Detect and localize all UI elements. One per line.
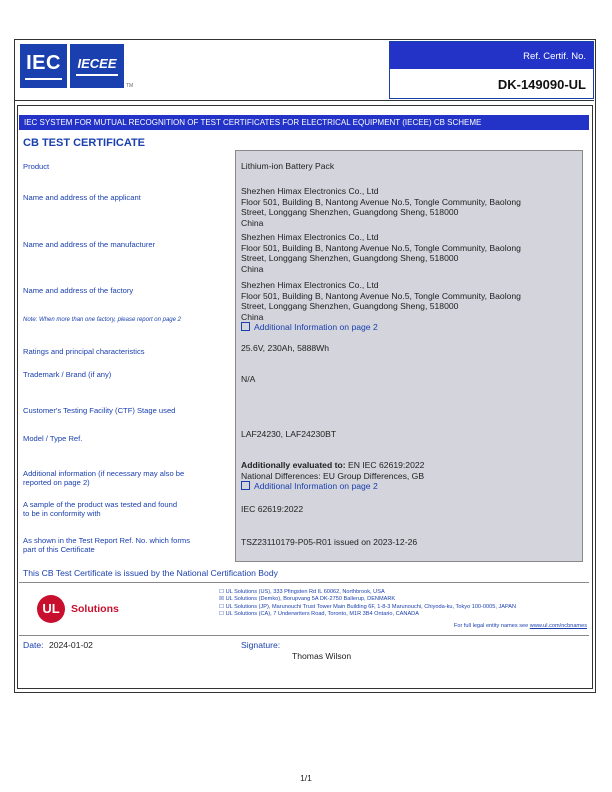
ncb-address-demko xyxy=(219,596,587,603)
label-ctf: Customer's Testing Facility (CTF) Stage used xyxy=(23,406,176,415)
ncb-address-demko-text: UL Solutions (Demko), Borupvang 5A DK-2750 Ballerup, DENMARK xyxy=(225,596,396,603)
additional-info-text: Additional Information on page 2 xyxy=(254,481,378,492)
page-number: 1/1 xyxy=(300,773,312,783)
unchecked-box-icon: ☐ xyxy=(219,589,225,595)
unchecked-box-icon: ☐ xyxy=(219,603,225,610)
label-trademark: Trademark / Brand (if any) xyxy=(23,370,112,379)
date-label: Date: xyxy=(23,640,44,650)
ul-logo-text: UL xyxy=(42,601,60,616)
national-differences: National Differences: EU Group Differences, GB xyxy=(241,470,425,481)
value-manufacturer xyxy=(241,232,579,274)
value-product: Lithium-ion Battery Pack xyxy=(241,161,335,171)
unchecked-box-icon: ☐ xyxy=(219,611,225,618)
label-model: Model / Type Ref. xyxy=(23,434,83,443)
label-sample-line2: to be in conformity with xyxy=(23,509,101,518)
checked-box-icon: ☒ xyxy=(219,596,225,603)
checkbox-icon xyxy=(241,481,250,490)
evaluated-value: EN IEC 62619:2022 xyxy=(345,460,425,470)
date-field xyxy=(23,640,93,650)
additional-info-link[interactable] xyxy=(241,481,579,492)
ref-label: Ref. Certif. No. xyxy=(523,51,586,62)
label-factory: Name and address of the factory xyxy=(23,286,134,295)
value-report: TSZ23110179-P05-R01 issued on 2023-12-26 xyxy=(241,537,418,547)
ncb-address-list xyxy=(219,589,587,619)
signature-label: Signature: xyxy=(241,640,281,650)
legal-names-note xyxy=(454,623,587,629)
label-factory-note: Note: When more than one factory, please report on page 2 xyxy=(23,317,181,323)
label-report-line2: part of this Certificate xyxy=(23,545,95,554)
label-report-line1: As shown in the Test Report Ref. No. which forms xyxy=(23,536,190,545)
issued-by-statement: This CB Test Certificate is issued by the National Certification Body xyxy=(23,568,278,578)
ref-number: DK-149090-UL xyxy=(497,77,586,92)
factory-address-line2: Street, Longgang Shenzhen, Guangdong Sheng, 518000 xyxy=(241,301,459,312)
ncb-address-ca xyxy=(219,611,587,618)
manufacturer-name: Shezhen Himax Electronics Co., Ltd xyxy=(241,232,379,242)
value-factory xyxy=(241,280,579,333)
label-applicant: Name and address of the applicant xyxy=(23,193,141,202)
legal-names-link[interactable]: www.ul.com/ncbnames xyxy=(529,623,587,629)
value-trademark: N/A xyxy=(241,374,256,384)
value-additional xyxy=(241,460,579,492)
checkbox-icon xyxy=(241,322,250,331)
label-ratings: Ratings and principal characteristics xyxy=(23,347,145,356)
ul-logo xyxy=(37,595,65,623)
value-ratings: 25.6V, 230Ah, 5888Wh xyxy=(241,343,330,353)
scheme-banner-text: IEC SYSTEM FOR MUTUAL RECOGNITION OF TEST CERTIFICATES FOR ELECTRICAL EQUIPMENT (IECEE) CB SCHEME xyxy=(24,118,482,127)
ul-logo-word: Solutions xyxy=(71,603,119,615)
trademark-symbol: TM xyxy=(126,83,134,89)
factory-additional-info-text: Additional Information on page 2 xyxy=(254,322,378,333)
manufacturer-country: China xyxy=(241,263,264,274)
evaluated-line xyxy=(241,460,579,471)
legal-names-prefix: For full legal entity names see xyxy=(453,623,530,629)
ref-box xyxy=(389,41,594,99)
date-value: 2024-01-02 xyxy=(48,640,93,650)
iecee-logo-underline xyxy=(76,74,118,76)
ncb-address-us-text: UL Solutions (US), 333 Pfingsten Rd IL 60062, Northbrook, USA xyxy=(225,589,385,595)
iecee-logo xyxy=(70,44,124,88)
applicant-address-line2: Street, Longgang Shenzhen, Guangdong Sheng, 518000 xyxy=(241,207,459,218)
applicant-country: China xyxy=(241,217,264,228)
label-manufacturer: Name and address of the manufacturer xyxy=(23,240,156,249)
factory-name: Shezhen Himax Electronics Co., Ltd xyxy=(241,280,379,290)
ncb-block xyxy=(19,582,589,636)
value-model: LAF24230, LAF24230BT xyxy=(241,429,337,439)
ncb-address-jp-text: UL Solutions (JP), Marunouchi Trust Tower Main Building 6F, 1-8-3 Marunouchi, Chiyoda-ku, Tokyo 100-0005, JAPAN xyxy=(225,603,517,610)
ncb-address-ca-text: UL Solutions (CA), 7 Underwriters Road, Toronto, M1R 3B4 Ontario, CANADA xyxy=(225,611,419,618)
manufacturer-address-line1: Floor 501, Building B, Nantong Avenue No.5, Tongle Community, Baolong xyxy=(241,242,521,253)
value-standard: IEC 62619:2022 xyxy=(241,504,304,514)
certificate-title: CB TEST CERTIFICATE xyxy=(23,137,146,149)
label-product: Product xyxy=(23,162,50,171)
label-additional-line2: reported on page 2) xyxy=(23,478,90,487)
signature-name: Thomas Wilson xyxy=(292,651,352,661)
header-row xyxy=(14,39,594,101)
factory-address-line1: Floor 501, Building B, Nantong Avenue No.5, Tongle Community, Baolong xyxy=(241,290,521,301)
manufacturer-address-line2: Street, Longgang Shenzhen, Guangdong Sheng, 518000 xyxy=(241,253,459,264)
value-applicant xyxy=(241,186,579,228)
label-sample-line1: A sample of the product was tested and found xyxy=(23,500,178,509)
scheme-banner xyxy=(19,115,589,130)
iec-logo-text: IEC xyxy=(26,52,61,74)
factory-country: China xyxy=(241,311,264,322)
evaluated-label: Additionally evaluated to: xyxy=(241,460,346,470)
applicant-name: Shezhen Himax Electronics Co., Ltd xyxy=(241,186,379,196)
factory-additional-info-link[interactable] xyxy=(241,322,579,333)
iec-logo-underline xyxy=(25,78,62,80)
iec-logo xyxy=(20,44,67,88)
applicant-address-line1: Floor 501, Building B, Nantong Avenue No.5, Tongle Community, Baolong xyxy=(241,196,521,207)
iecee-logo-text: IECEE xyxy=(77,56,117,71)
label-additional-line1: Additional information (if necessary may also be xyxy=(23,469,185,478)
